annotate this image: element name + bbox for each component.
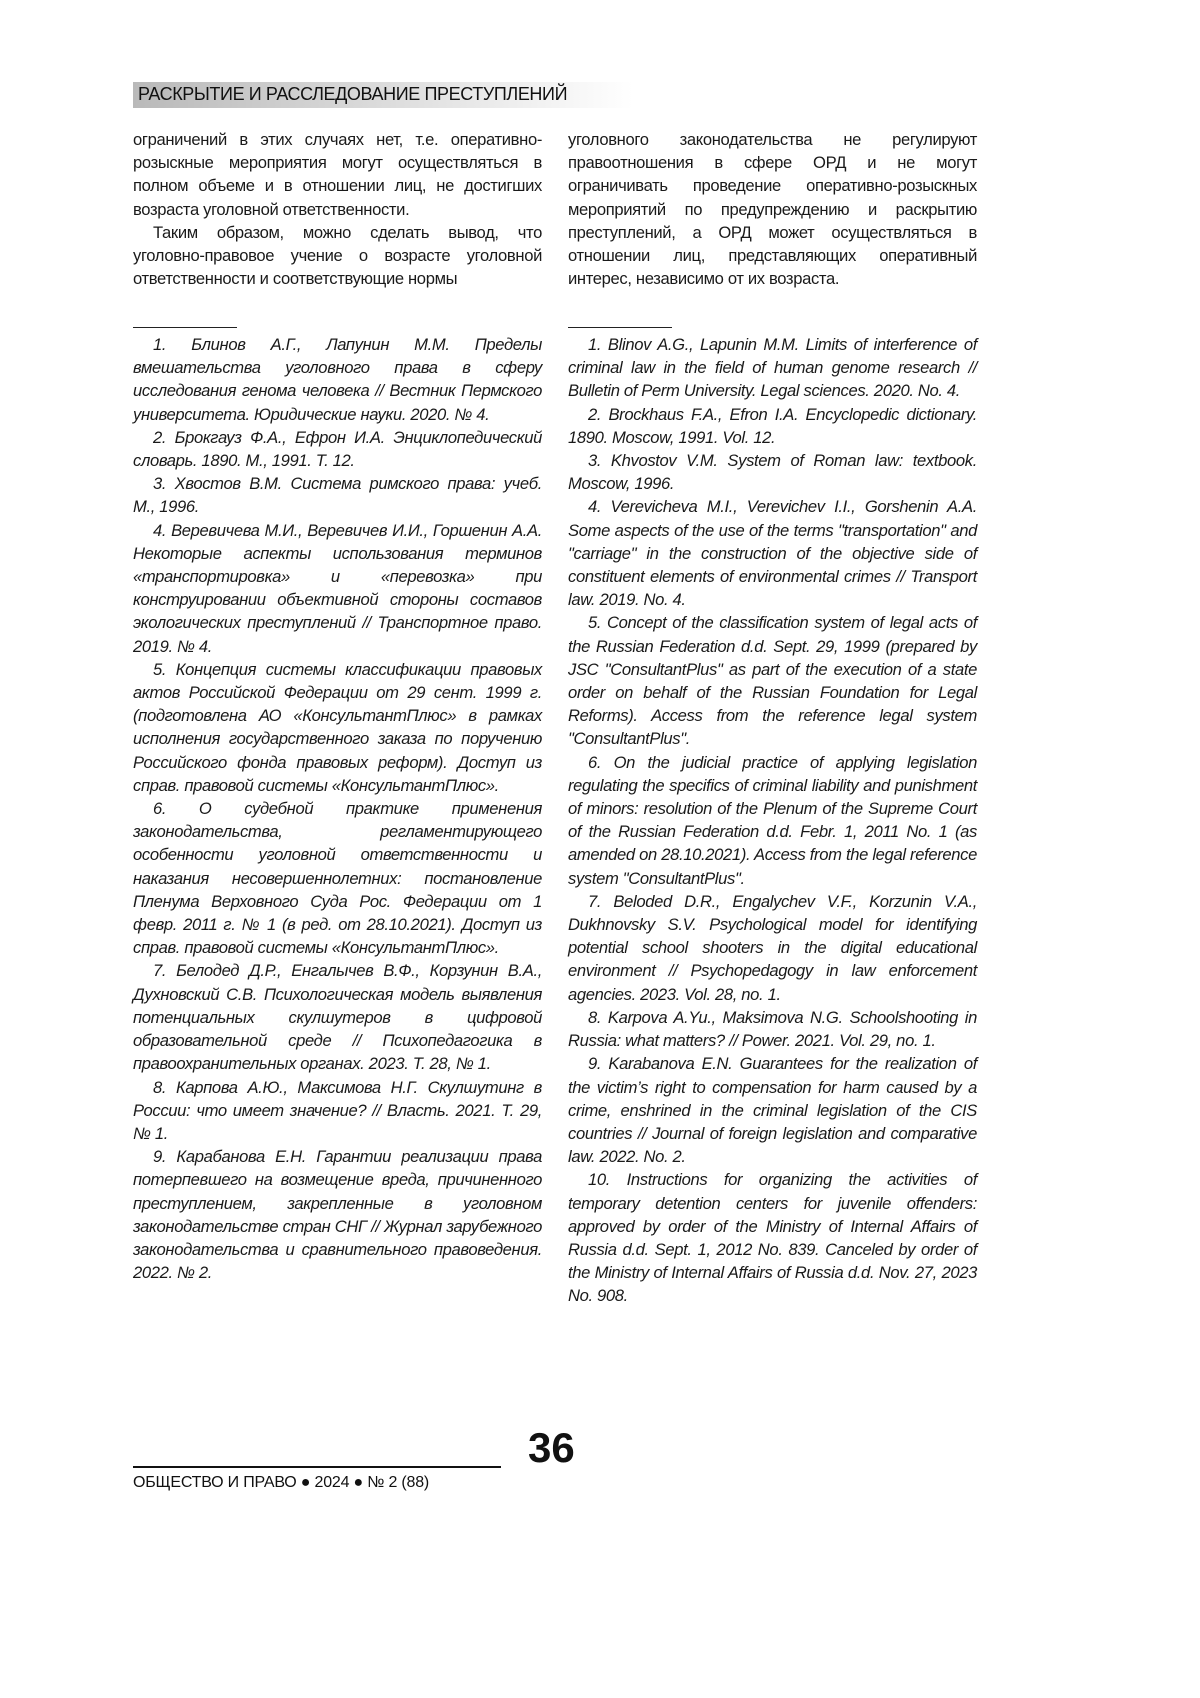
reference-item: 5. Концепция системы классификации правовых актов Российской Федерации от 29 сент. 1999 г. (подготовлена АО «КонсультантПлюс» в рамках исполнения государственного заказа по поручению Российского фонда правовых реформ). Доступ из справ. правовой системы «КонсультантПлюс». bbox=[133, 658, 542, 797]
footnote-separator bbox=[568, 327, 672, 328]
reference-item: 1. Blinov A.G., Lapunin M.M. Limits of interference of criminal law in the field of human genome research // Bulletin of Perm University. Legal sciences. 2020. No. 4. bbox=[568, 333, 977, 403]
references-ru bbox=[133, 333, 542, 1284]
reference-item: 6. On the judicial practice of applying legislation regulating the specifics of criminal liability and punishment of minors: resolution of the Plenum of the Supreme Court of the Russian Federation d.d. Febr. 1, 2011 No. 1 (as amended on 28.10.2021). Access from the legal reference system "ConsultantPlus". bbox=[568, 751, 977, 890]
reference-item: 9. Карабанова Е.Н. Гарантии реализации права потерпевшего на возмещение вреда, причиненного преступлением, закрепленные в уголовном законодательстве стран СНГ // Журнал зарубежного законодательства и сравнительного правоведения. 2022. № 2. bbox=[133, 1145, 542, 1284]
reference-item: 4. Verevicheva M.I., Verevichev I.I., Gorshenin A.A. Some aspects of the use of the terms "transportation" and "carriage" in the construction of the objective side of constituent elements of environmental crimes // Transport law. 2019. No. 4. bbox=[568, 495, 977, 611]
reference-item: 2. Brockhaus F.A., Efron I.A. Encyclopedic dictionary. 1890. Moscow, 1991. Vol. 12. bbox=[568, 403, 977, 449]
reference-item: 10. Instructions for organizing the activities of temporary detention centers for juvenile offenders: approved by order of the Ministry of Internal Affairs of Russia d.d. Sept. 1, 2012 No. 839. Canceled by order of the Ministry of Internal Affairs of Russia d.d. Nov. 27, 2023 No. 908. bbox=[568, 1168, 977, 1307]
body-paragraph: Таким образом, можно сделать вывод, что уголовно-правовое учение о возрасте уголовной ответственности и соответствующие нормы bbox=[133, 221, 542, 291]
footnote-separator bbox=[133, 327, 237, 328]
footer-rule bbox=[133, 1466, 501, 1468]
reference-item: 9. Karabanova E.N. Guarantees for the realization of the victim’s right to compensation for harm caused by a crime, enshrined in the criminal legislation of the CIS countries // Journal of foreign legislation and comparative law. 2022. No. 2. bbox=[568, 1052, 977, 1168]
reference-item: 6. О судебной практике применения законодательства, регламентирующего особенности уголовной ответственности и наказания несовершеннолетних: постановление Пленума Верховного Суда Рос. Федерации от 1 февр. 2011 г. № 1 (в ред. от 28.10.2021). Доступ из справ. правовой системы «КонсультантПлюс». bbox=[133, 797, 542, 959]
journal-info: ОБЩЕСТВО И ПРАВО ● 2024 ● № 2 (88) bbox=[133, 1474, 429, 1492]
reference-item: 3. Хвостов В.М. Система римского права: учеб. М., 1996. bbox=[133, 472, 542, 518]
body-column-right bbox=[568, 128, 977, 290]
reference-item: 2. Брокгауз Ф.А., Ефрон И.А. Энциклопедический словарь. 1890. М., 1991. Т. 12. bbox=[133, 426, 542, 472]
reference-item: 4. Веревичева М.И., Веревичев И.И., Горшенин А.А. Некоторые аспекты использования терминов «транспортировка» и «перевозка» при конструировании объективной стороны составов экологических преступлений // Транспортное право. 2019. № 4. bbox=[133, 519, 542, 658]
reference-item: 1. Блинов А.Г., Лапунин М.М. Пределы вмешательства уголовного права в сферу исследования генома человека // Вестник Пермского университета. Юридические науки. 2020. № 4. bbox=[133, 333, 542, 426]
body-column-left bbox=[133, 128, 542, 290]
references-en bbox=[568, 333, 977, 1308]
reference-item: 3. Khvostov V.M. System of Roman law: textbook. Moscow, 1996. bbox=[568, 449, 977, 495]
reference-item: 8. Карпова А.Ю., Максимова Н.Г. Скулшутинг в России: что имеет значение? // Власть. 2021. Т. 29, № 1. bbox=[133, 1076, 542, 1146]
reference-item: 7. Beloded D.R., Engalychev V.F., Korzunin V.A., Dukhnovsky S.V. Psychological model for identifying potential school shooters in the digital educational environment // Psychopedagogy in law enforcement agencies. 2023. Vol. 28, no. 1. bbox=[568, 890, 977, 1006]
reference-item: 7. Белодед Д.Р., Енгалычев В.Ф., Корзунин В.А., Духновский С.В. Психологическая модель выявления потенциальных скулшутеров в цифровой образовательной среде // Психопедагогика в правоохранительных органах. 2023. Т. 28, № 1. bbox=[133, 959, 542, 1075]
reference-item: 8. Karpova A.Yu., Maksimova N.G. Schoolshooting in Russia: what matters? // Power. 2021. Vol. 29, no. 1. bbox=[568, 1006, 977, 1052]
body-paragraph: ограничений в этих случаях нет, т.е. оперативно-розыскные мероприятия могут осуществляться в полном объеме и в отношении лиц, не достигших возраста уголовной ответственности. bbox=[133, 128, 542, 221]
section-title: РАСКРЫТИЕ И РАССЛЕДОВАНИЕ ПРЕСТУПЛЕНИЙ bbox=[138, 84, 567, 105]
page-number: 36 bbox=[528, 1424, 575, 1472]
reference-item: 5. Concept of the classification system of legal acts of the Russian Federation d.d. Sept. 29, 1999 (prepared by JSC "ConsultantPlus" as part of the execution of a state order on behalf of the Russian Foundation for Legal Reforms). Access from the reference legal system "ConsultantPlus". bbox=[568, 611, 977, 750]
body-paragraph: уголовного законодательства не регулируют правоотношения в сфере ОРД и не могут ограничивать проведение оперативно-розыскных мероприятий по предупреждению и раскрытию преступлений, а ОРД может осуществляться в отношении лиц, представляющих оперативный интерес, независимо от их возраста. bbox=[568, 128, 977, 290]
